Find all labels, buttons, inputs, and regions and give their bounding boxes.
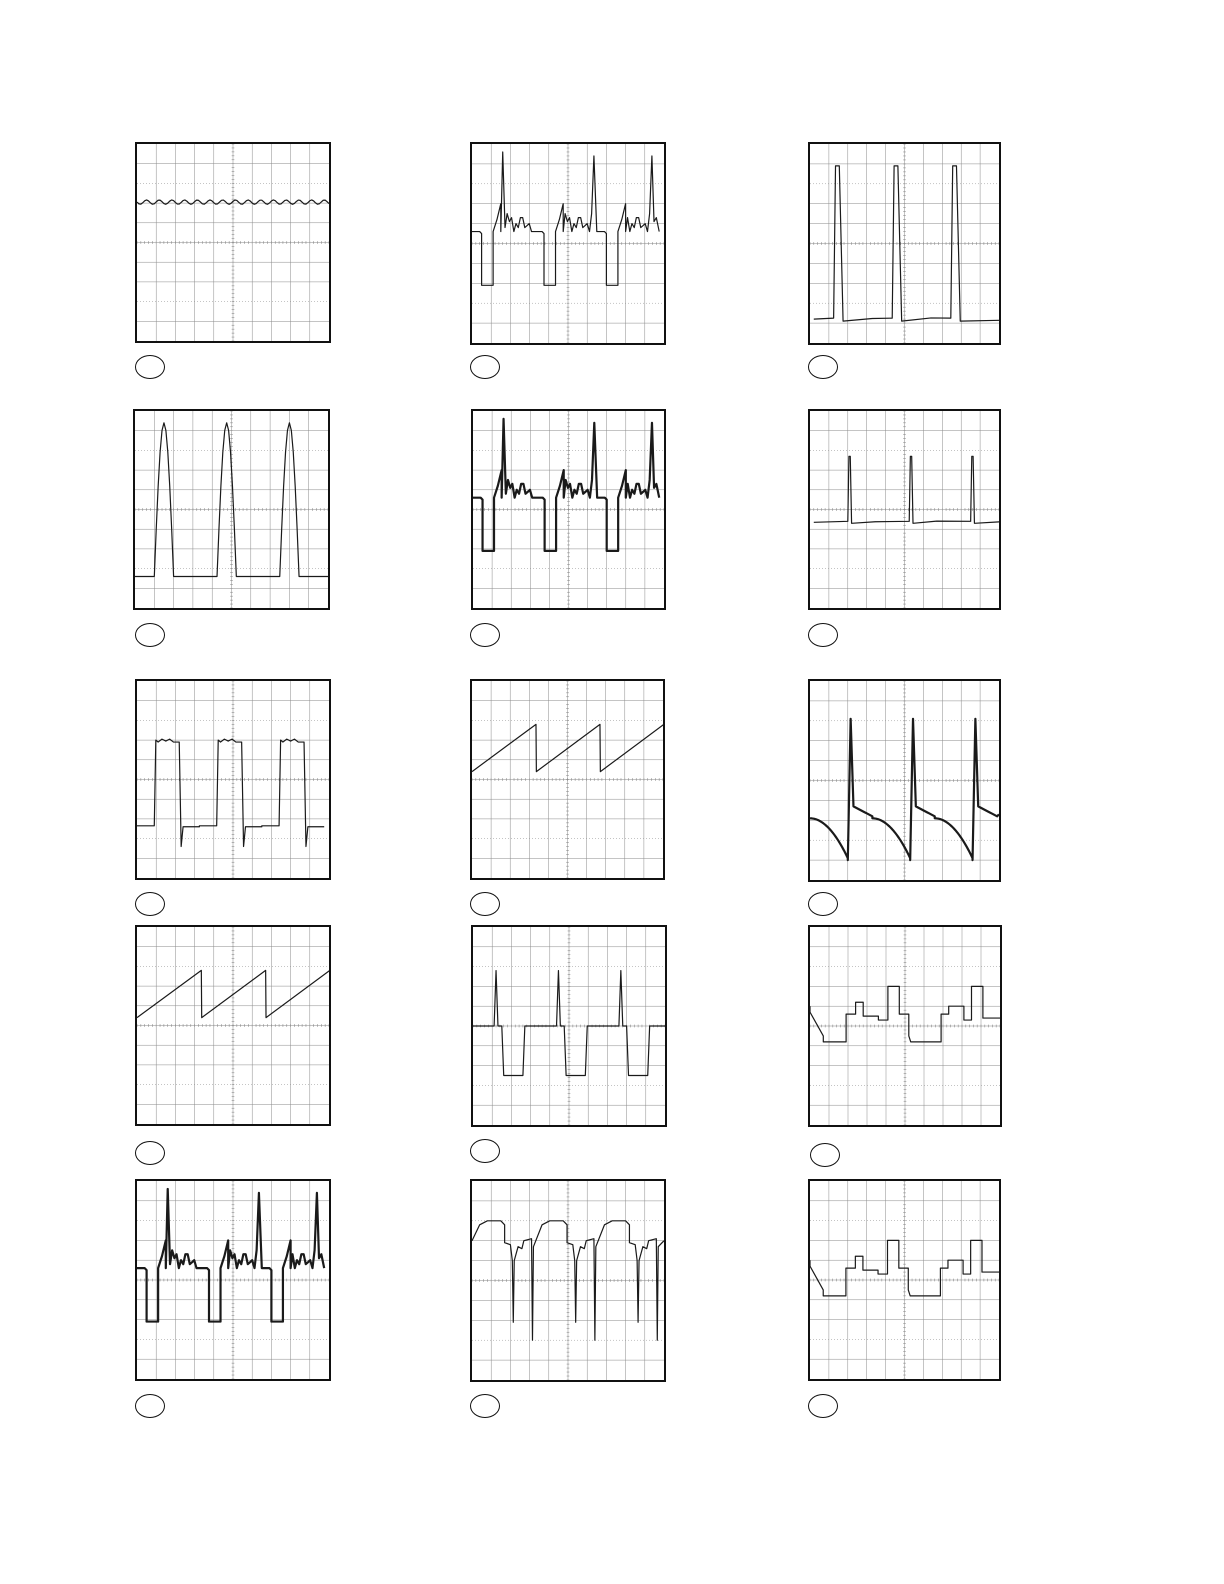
waveform-number-circle <box>470 892 500 916</box>
oscilloscope-display <box>808 679 1001 882</box>
graticule <box>137 144 329 341</box>
graticule <box>472 1181 664 1380</box>
oscilloscope-display <box>470 1179 666 1382</box>
waveform-trace <box>473 419 659 551</box>
oscilloscope-display <box>808 925 1002 1127</box>
oscilloscope-display <box>471 409 666 610</box>
waveform-number-circle <box>808 1394 838 1418</box>
graticule <box>810 927 1000 1125</box>
waveform-number-circle <box>470 1139 500 1163</box>
oscilloscope-display <box>471 925 667 1127</box>
graticule <box>137 1181 329 1379</box>
waveform-number-circle <box>470 355 500 379</box>
waveform-number-circle <box>135 1394 165 1418</box>
oscilloscope-display <box>133 409 330 610</box>
oscilloscope-display <box>470 142 666 345</box>
waveform-number-circle <box>135 355 165 379</box>
oscilloscope-display <box>135 679 331 880</box>
waveform-number-circle <box>808 355 838 379</box>
oscilloscope-display <box>808 1179 1001 1381</box>
waveform-trace <box>137 1189 324 1322</box>
waveform-number-circle <box>808 623 838 647</box>
waveform-number-circle <box>810 1143 840 1167</box>
graticule <box>137 681 329 878</box>
waveform-number-circle <box>135 1141 165 1165</box>
waveform-number-circle <box>470 623 500 647</box>
waveform-trace <box>137 739 324 846</box>
oscilloscope-display <box>135 925 331 1126</box>
graticule <box>137 927 329 1124</box>
graticule <box>810 681 999 880</box>
graticule <box>810 411 999 608</box>
waveform-number-circle <box>135 623 165 647</box>
graticule <box>810 144 999 343</box>
graticule <box>472 144 664 343</box>
graticule <box>473 927 665 1125</box>
oscilloscope-display <box>135 1179 331 1381</box>
oscilloscope-display <box>808 142 1001 345</box>
oscilloscope-display <box>808 409 1001 610</box>
oscilloscope-display <box>470 679 665 880</box>
waveform-number-circle <box>135 892 165 916</box>
oscilloscope-display <box>135 142 331 343</box>
waveform-trace <box>472 152 659 285</box>
graticule <box>135 411 328 608</box>
graticule <box>473 411 664 608</box>
graticule <box>472 681 663 878</box>
waveform-number-circle <box>808 892 838 916</box>
waveform-number-circle <box>470 1394 500 1418</box>
graticule <box>810 1181 999 1379</box>
